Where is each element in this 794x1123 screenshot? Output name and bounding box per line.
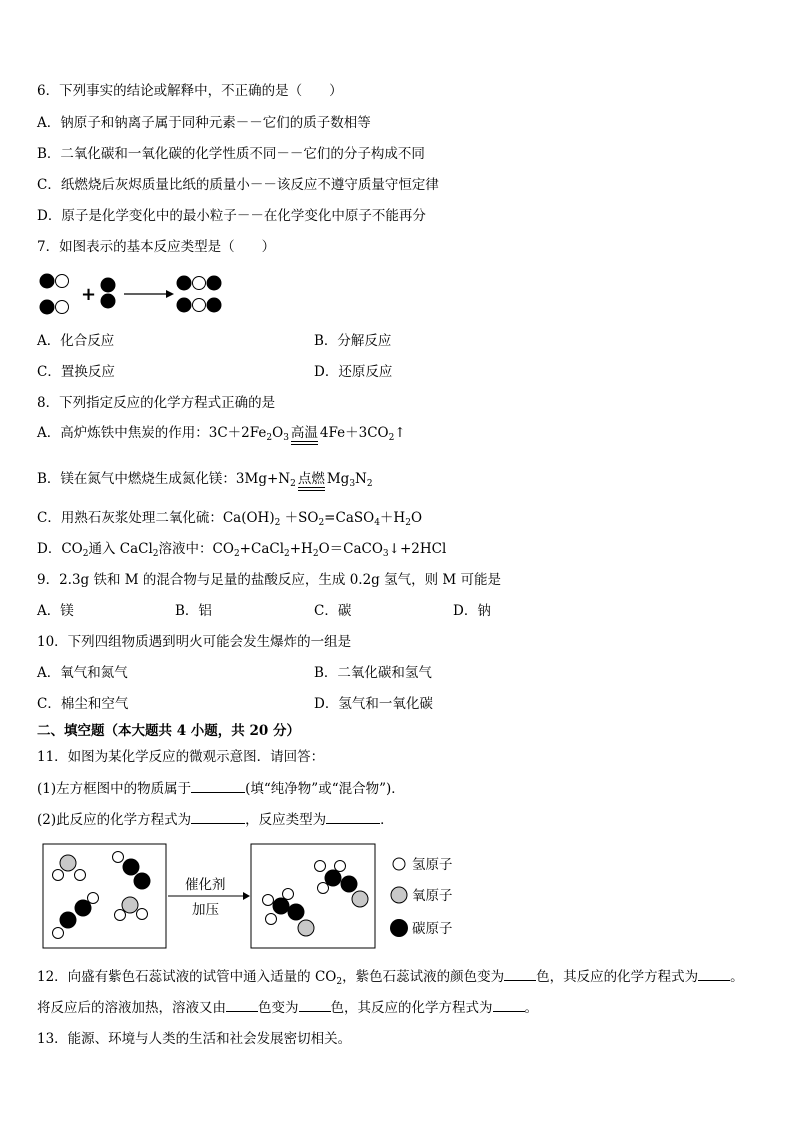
q12-l2-text: 将反应后的溶液加热，溶液又由 (37, 1000, 226, 1016)
q8-d-text: D．CO (37, 541, 83, 557)
q10-stem: 10．下列四组物质遇到明火可能会发生爆炸的一组是 (37, 634, 352, 650)
q9-option-b[interactable]: B．铝 (175, 603, 212, 619)
section2-title: 二、填空题（本大题共 4 小题，共 20 分） (37, 723, 300, 739)
atom-black (207, 298, 222, 313)
q12-l1-mid: ，紫色石蕊试液的颜色变为 (342, 969, 505, 985)
q7-option-a[interactable]: A．化合反应 (37, 333, 115, 349)
q8-option-b[interactable]: B．镁在氮气中燃烧生成氮化镁：$3Mg+N_2$ 点燃 $Mg_3N_2$ (37, 471, 373, 489)
legend-hydrogen-icon (393, 858, 405, 870)
q7-stem: 7．如图表示的基本反应类型是（ ） (37, 239, 276, 255)
q10-option-a[interactable]: A．氧气和氮气 (37, 665, 128, 681)
q6-option-d[interactable]: D．原子是化学变化中的最小粒子－－在化学变化中原子不能再分 (37, 208, 426, 224)
q11-part1 (37, 779, 405, 798)
q12-l2-mid2: 色，其反应的化学方程式为 (330, 1000, 493, 1016)
atom-carbon (288, 904, 305, 921)
q12-l2-end: 。 (524, 1000, 538, 1016)
q11-p2-mid: ，反应类型为 (245, 812, 327, 828)
atom-black (177, 298, 192, 313)
atom-hydrogen (53, 928, 64, 939)
atom-hydrogen (115, 910, 126, 921)
atom-oxygen (352, 891, 368, 907)
legend-oxygen-label: 氧原子 (412, 888, 453, 904)
q6-option-a[interactable]: A．钠原子和钠离子属于同种元素－－它们的质子数相等 (37, 115, 371, 131)
atom-hydrogen (88, 893, 99, 904)
q12-l1-text: 12．向盛有紫色石蕊试液的试管中通入适量的 CO (37, 969, 337, 985)
q12-line1: 12．向盛有紫色石蕊试液的试管中通入适量的 $CO_2$，紫色石蕊试液的颜色变为 色，其反应的化学方程式为 。 (37, 969, 744, 987)
atom-black (101, 278, 116, 293)
q7-option-c[interactable]: C．置换反应 (37, 364, 115, 380)
arrow-condition-top: 催化剂 (185, 877, 226, 893)
atom-white (56, 301, 69, 314)
q8-option-a[interactable]: A．高炉炼铁中焦炭的作用：$3C+2Fe_2O_3$ 高温 $4Fe+3CO_2↑$ (37, 425, 406, 443)
q7-option-b[interactable]: B．分解反应 (314, 333, 392, 349)
q11-p2-text: (2)此反应的化学方程式为 (37, 812, 192, 828)
q12-l1-mid2: 色，其反应的化学方程式为 (536, 969, 699, 985)
q9-option-d[interactable]: D．钠 (453, 603, 491, 619)
q12-l1-end: 。 (730, 969, 744, 985)
atom-hydrogen (53, 870, 64, 881)
q12-blank-2[interactable] (698, 967, 730, 981)
q8-a-condition: 高温 (289, 426, 320, 445)
legend-carbon-icon (390, 919, 408, 937)
q11-stem: 11．如图为某化学反应的微观示意图．请回答： (37, 749, 325, 765)
atom-oxygen (60, 855, 76, 871)
q11-blank-2[interactable] (191, 810, 245, 824)
q13-stem: 13．能源、环境与人类的生活和社会发展密切相关。 (37, 1031, 352, 1047)
q11-part2 (37, 810, 394, 829)
q7-reaction-diagram (38, 270, 228, 320)
q11-p1-hint: (填“纯净物”或“混合物”)． (245, 781, 405, 797)
q8-c-text: C．用熟石灰浆处理二氧化硫：Ca(OH) (37, 510, 275, 526)
atom-hydrogen (75, 870, 86, 881)
q12-line2 (37, 998, 538, 1017)
q9-option-c[interactable]: C．碳 (314, 603, 352, 619)
atom-carbon (273, 898, 290, 915)
atom-oxygen (122, 897, 138, 913)
q11-p1-text: (1)左方框图中的物质属于 (37, 781, 192, 797)
q6-option-b[interactable]: B．二氧化碳和一氧化碳的化学性质不同－－它们的分子构成不同 (37, 146, 425, 162)
atom-hydrogen (266, 914, 277, 925)
q6-option-c[interactable]: C．纸燃烧后灰烬质量比纸的质量小－－该反应不遵守质量守恒定律 (37, 177, 439, 193)
legend-oxygen-icon (391, 887, 407, 903)
q12-l2-mid: 色变为 (258, 1000, 299, 1016)
atom-white (193, 277, 206, 290)
atom-carbon (341, 876, 358, 893)
arrow-condition-bottom: 加压 (192, 902, 219, 918)
q10-option-b[interactable]: B．二氧化碳和氢气 (314, 665, 432, 681)
atom-hydrogen (318, 883, 329, 894)
q8-b-condition: 点燃 (296, 472, 327, 491)
atom-carbon (123, 859, 140, 876)
q8-a-text-post: 4Fe＋3CO (319, 425, 389, 441)
atom-white (56, 275, 69, 288)
q8-b-text: B．镁在氮气中燃烧生成氮化镁：3Mg+N (37, 471, 291, 487)
q8-stem: 8．下列指定反应的化学方程式正确的是 (37, 395, 276, 411)
q9-stem: 9．2.3g 铁和 M 的混合物与足量的盐酸反应，生成 0.2g 氢气，则 M 可能是 (37, 572, 501, 588)
q11-blank-1[interactable] (191, 779, 245, 793)
plus-sign: + (81, 284, 97, 305)
q8-b-text-post: Mg (326, 471, 350, 487)
q8-option-d[interactable]: D．$CO_2$通入 CaCl$_2$溶液中：$CO_2+CaCl_2+H_2O=CaCO_3↓+2HCl$ (37, 541, 447, 559)
atom-hydrogen (315, 861, 326, 872)
q10-option-d[interactable]: D．氢气和一氧化碳 (314, 696, 433, 712)
atom-white (193, 299, 206, 312)
atom-black (40, 300, 55, 315)
atom-black (207, 276, 222, 291)
atom-carbon (60, 912, 77, 929)
atom-carbon (134, 873, 151, 890)
arrow-head (243, 892, 250, 900)
q6-stem: 6．下列事实的结论或解释中，不正确的是（ ） (37, 83, 343, 99)
atom-carbon (75, 900, 92, 917)
atom-black (40, 274, 55, 289)
q12-blank-1[interactable] (504, 967, 536, 981)
atom-hydrogen (335, 861, 346, 872)
q12-blank-5[interactable] (493, 998, 525, 1012)
legend-hydrogen-label: 氢原子 (412, 857, 453, 873)
atom-hydrogen (283, 889, 294, 900)
atom-hydrogen (263, 895, 274, 906)
q8-a-text: A．高炉炼铁中焦炭的作用：3C＋2Fe (37, 425, 267, 441)
arrow-head (166, 290, 174, 298)
q8-option-c[interactable]: C．用熟石灰浆处理二氧化硫：$Ca(OH)_2$ $+SO_2=CaSO_4+H_2O$ (37, 510, 423, 528)
atom-oxygen (298, 920, 314, 936)
q10-option-c[interactable]: C．棉尘和空气 (37, 696, 129, 712)
legend-carbon-label: 碳原子 (412, 921, 453, 937)
q12-blank-4[interactable] (299, 998, 331, 1012)
q11-blank-3[interactable] (326, 810, 380, 824)
atom-black (101, 294, 116, 309)
atom-hydrogen (137, 909, 148, 920)
q9-option-a[interactable]: A．镁 (37, 603, 74, 619)
q11-micro-diagram (40, 842, 470, 954)
atom-black (177, 276, 192, 291)
q7-option-d[interactable]: D．还原反应 (314, 364, 393, 380)
q11-p2-end: ． (380, 812, 394, 828)
atom-hydrogen (113, 852, 124, 863)
q12-blank-3[interactable] (226, 998, 258, 1012)
